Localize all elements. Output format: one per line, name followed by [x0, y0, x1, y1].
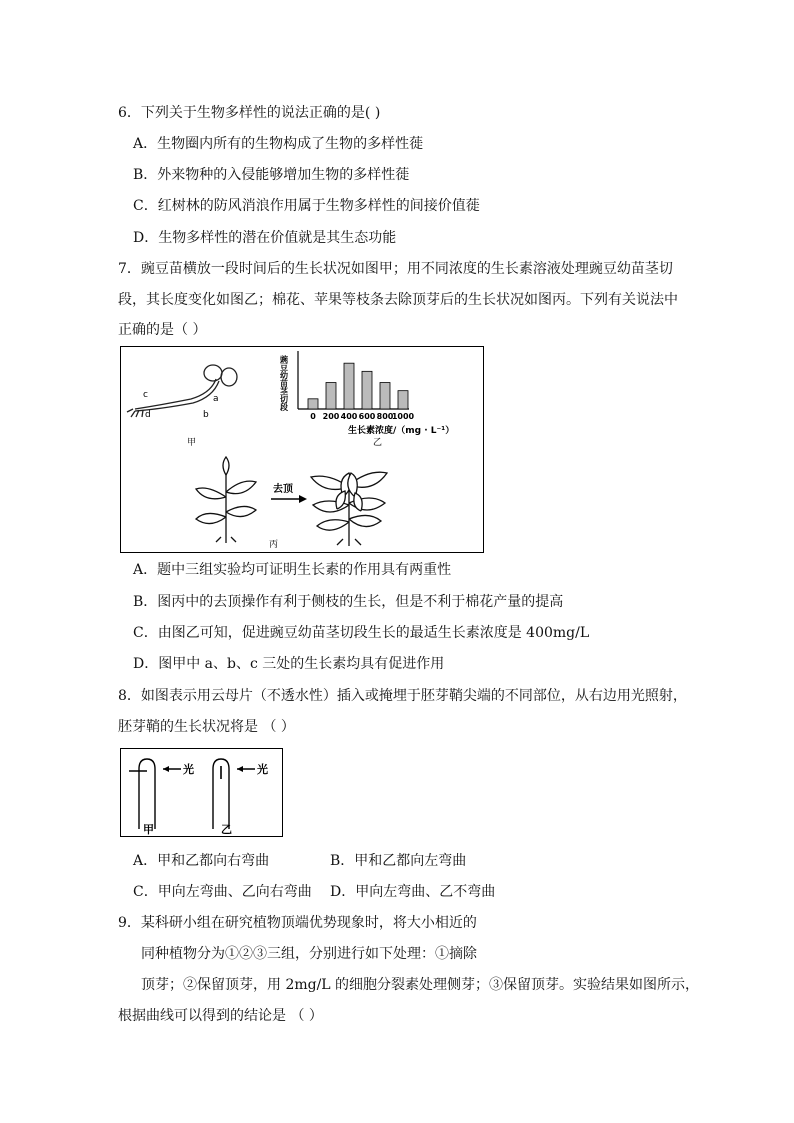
q7-figure-svg — [121, 347, 483, 552]
chart-bar-400 — [344, 363, 354, 409]
q7-option-c: C．由图乙可知，促进豌豆幼苗茎切段生长的最适生长素浓度是 400mg/L — [133, 625, 590, 641]
q8-figure-svg — [121, 749, 282, 836]
chart-bar-1000 — [398, 391, 408, 409]
seedling-letter-a: a — [213, 394, 219, 404]
label-jia: 甲 — [143, 823, 154, 836]
plant-after — [311, 472, 387, 546]
plant-before-roots — [216, 537, 236, 543]
seedling-letter-c: c — [143, 390, 148, 400]
label-yi: 乙 — [221, 823, 232, 836]
light-label-yi: 光 — [257, 763, 268, 776]
plant-before — [196, 457, 256, 543]
light-arrowhead-jia — [163, 766, 169, 772]
q9-stem-line4: 根据曲线可以得到的结论是 （ ） — [118, 1008, 323, 1024]
q6-option-b: B．外来物种的入侵能够增加生物的多样性蓰 — [133, 167, 410, 183]
coleoptile-jia — [139, 759, 155, 829]
q7-stem-line1: 7．豌豆苗横放一段时间后的生长状况如图甲；用不同浓度的生长素溶液处理豌豆幼苗茎切 — [118, 261, 673, 277]
figure-jia-label: 甲 — [187, 438, 197, 448]
q9-stem-line1: 9．某科研小组在研究植物顶端优势现象时，将大小相近的 — [118, 915, 477, 931]
chart-xlabel: 生长素浓度/（mg · L⁻¹） — [348, 426, 455, 436]
seedling-letter-d: d — [145, 410, 151, 420]
figure-yi-label: 乙 — [373, 438, 383, 448]
q8-option-a: A．甲和乙都向右弯曲 — [133, 853, 270, 869]
q6-option-c: C．红树林的防风消浪作用属于生物多样性的间接价值蓰 — [133, 198, 480, 214]
remove-top-label: 去顶 — [273, 484, 293, 495]
q6-option-a: A．生物圈内所有的生物构成了生物的多样性蓰 — [133, 136, 424, 152]
seedling-leaf-right — [221, 368, 237, 386]
q7-option-a: A．题中三组实验均可证明生长素的作用具有两重性 — [133, 562, 452, 578]
chart-bar-200 — [326, 383, 336, 409]
q9-stem-line3: 顶芽；②保留顶芽，用 2mg/L 的细胞分裂素处理侧芽；③保留顶芽。实验结果如图所示， — [141, 977, 700, 993]
q6-option-d: D．生物多样性的潜在价值就是其生态功能 — [133, 230, 397, 246]
light-arrowhead-yi — [237, 766, 243, 772]
q8-stem-line2: 胚芽鞘的生长状况将是 （ ） — [118, 719, 295, 735]
chart-bar-600 — [362, 371, 372, 409]
chart-tick-label: 0 — [310, 412, 316, 421]
chart-tick-label: 600 — [358, 412, 376, 421]
bar-chart — [298, 351, 415, 421]
chart-bar-800 — [380, 383, 390, 409]
q8-figure — [120, 748, 283, 837]
chart-bar-0 — [308, 399, 318, 409]
figure-bing-label: 丙 — [269, 540, 279, 550]
q8-stem-line1: 8．如图表示用云母片（不透水性）插入或掩埋于胚芽鞘尖端的不同部位，从右边用光照射， — [118, 688, 687, 704]
seedling-letter-b: b — [203, 410, 209, 420]
chart-tick-label: 200 — [322, 412, 340, 421]
q7-option-d: D．图甲中 a、b、c 三处的生长素均具有促进作用 — [133, 656, 445, 672]
chart-tick-label: 400 — [340, 412, 358, 421]
chart-tick-label: 1000 — [391, 412, 415, 421]
topping-arrowhead — [299, 495, 307, 503]
q7-option-b: B．图丙中的去顶操作有利于侧枝的生长，但是不利于棉花产量的提高 — [133, 594, 564, 610]
q6-stem: 6．下列关于生物多样性的说法正确的是( ) — [118, 105, 381, 121]
q7-figure — [120, 346, 484, 553]
q8-option-c: C．甲向左弯曲、乙向右弯曲 — [133, 884, 312, 900]
q8-option-b: B．甲和乙都向左弯曲 — [330, 853, 467, 869]
q7-stem-line3: 正确的是（ ） — [118, 322, 207, 338]
chart-ylabel: 豌豆幼苗茎切段 — [279, 355, 289, 411]
chart-tick-label: 800 — [376, 412, 394, 421]
seedling-leaf-left — [204, 365, 222, 381]
q8-option-d: D．甲向左弯曲、乙不弯曲 — [330, 884, 496, 900]
q7-stem-line2: 段，其长度变化如图乙；棉花、苹果等枝条去除顶芽后的生长状况如图丙。下列有关说法中 — [118, 292, 678, 308]
light-label-jia: 光 — [183, 763, 194, 776]
q9-stem-line2: 同种植物分为①②③三组，分别进行如下处理：①摘除 — [141, 946, 477, 962]
